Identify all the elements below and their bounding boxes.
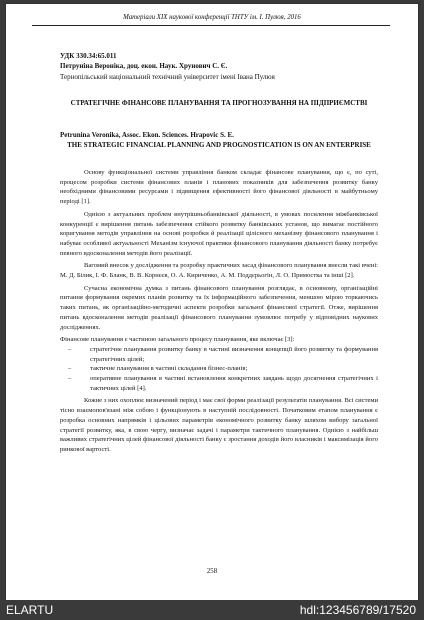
list-item <box>68 345 378 364</box>
title-en: THE STRATEGIC FINANCIAL PLANNING AND PROGNOSTICATION IS ON AN ENTERPRISE <box>67 141 371 149</box>
udk-code: УДК 330.34:65.011 <box>60 52 117 60</box>
list-item-text: оперативне планування в частині встановлення конкретних завдань щодо досягнення стратегічних і тактичних цілей [4]. <box>90 375 378 392</box>
authors-ua: Петруніна Вероніка, доц. екон. Наук. Хрунович С. Є. <box>60 62 228 70</box>
dash-bullet: – <box>68 365 72 373</box>
page-number: 258 <box>206 568 218 575</box>
repository-label[interactable]: ELARTU <box>6 603 54 617</box>
title-ua: СТРАТЕГІЧНЕ ФІНАНСОВЕ ПЛАНУВАННЯ ТА ПРОГНОЗУВАННЯ НА ПІДПРИЄМСТВІ <box>70 99 368 107</box>
paragraph: Основу функціональної системи управління банком складає фінансове планування, що є, по суті, процесом розробки системи фінансових планів і планових показників для забезпечення розвитку банку необхідними фінансовими ресурсами і підвищення ефективності його фінансової діяльності в майбутньому періоді [1]. <box>60 169 378 206</box>
handle-identifier[interactable]: hdl:123456789/17520 <box>299 603 416 617</box>
list-item <box>68 364 378 374</box>
planning-list <box>60 345 378 394</box>
paragraph: Вагомий внесок у дослідження та розробку практичних засад фінансового планування внесли такі вчені: М. Д. Білик, І. Ф. Бланк, В. В. Корнєєв, О. А. Кириченко, А. М. Поддєрьогін, Л. О. Примостка та інші [2]. <box>60 262 378 280</box>
list-item <box>68 374 378 393</box>
paragraph: Кожне з них охоплює визначений період і має свої форми реалізації результатів планування. Всі системи тісно взаємопов'язані між собою і функціонують в наступній послідовності. Початковим етапом планування є розробка основних напрямків і цільових параметрів економічного розвитку банку шляхом вибору загальної стратегії розвитку, яка, в свою чергу, визначає задачі і параметри тактичного планування. Однією з найбільш важливих стратегічних цілей фінансової діяльності банку є зростання доходів його власників і максимізація його ринкової вартості. <box>60 397 378 453</box>
document-page <box>6 4 418 600</box>
list-item-text: тактичне планування в частині складання бізнес-планів; <box>90 365 248 373</box>
header-rule <box>32 25 390 26</box>
paragraph: Однією з актуальних проблем внутрішньобанківської діяльності, в умовах посилення міжбанківської конкуренції є вирішення питань забезпечення стійкого розвитку банківських установ, що вимагає постійного коригування методів управління на основі розробки й реалізації цілісного механізму фінансового планування і набуває особливої актуальності Механізм існуючої практики фінансового планування діяльності банку потребує певного вдосконалення методів його реалізації. <box>60 210 378 257</box>
institution-ua: Тернопільський національний технічний університет імені Івана Пулюя <box>60 73 275 81</box>
dash-bullet: – <box>68 345 72 353</box>
list-item-text: стратегічне планування розвитку банку в частині визначення концепції його розвитку та формування стратегічних цілей; <box>90 345 378 363</box>
viewer-footer-bar <box>0 600 424 620</box>
list-intro: Фінансове планування є частиною загального процесу планування, яке включає [3]: <box>60 336 295 344</box>
running-header: Матеріали ХІХ наукової конференції ТНТУ ім. І. Пулюя, 2016 <box>123 14 301 21</box>
authors-en: Petrunina Veronika, Assoc. Ekon. Sciences. Hrapovic S. E. <box>60 131 234 139</box>
paragraph: Сучасна економічна думка з питань фінансового планування розглядає, в основному, організаційні питання формування окремих планів розвитку та їх інформаційного забезпечення, меншою мірою торкаючись таких питань, як організаційно-методичні аспекти розробки загальної фінансової стратегії. Отже, вирішення питань вдосконалення методів реалізації фінансового планування зумовлює потребу у відповідних наукових дослідженнях. <box>60 284 378 331</box>
article-body <box>60 168 378 458</box>
dash-bullet: – <box>68 375 72 383</box>
